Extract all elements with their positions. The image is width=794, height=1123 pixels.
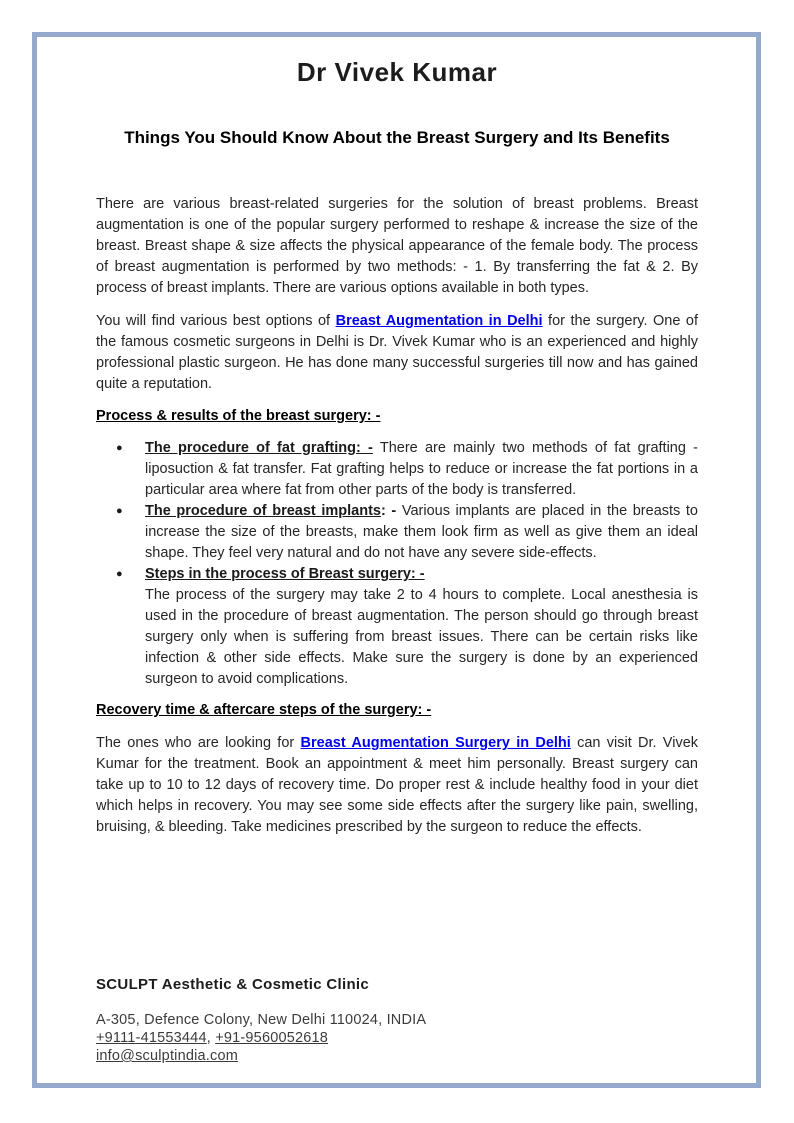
bullet-fat-grafting-title: The procedure of fat grafting: - (145, 440, 373, 456)
phone-link-2[interactable]: +91-9560052618 (215, 1030, 329, 1046)
bullet-breast-implants-text: Various implants are placed in the breasts to increase the size of the breasts, make them look firm as well as give them an ideal shape. They feel very natural and do not have any severe side-effects. (145, 503, 698, 561)
bullet-breast-implants (96, 501, 698, 564)
page-title: Dr Vivek Kumar (296, 57, 498, 87)
intro-paragraph-1-text: There are various breast-related surgeries for the solution of breast problems. Breast augmentation is one of the popular surgery performed to reshape & increase the size of the breast. Breast shape & size affects the physical appearance of the female body. The process of breast augmentation is performed by two methods: - 1. By transferring the fat & 2. By process of breast implants. There are various options available in both types. (96, 196, 698, 296)
clinic-address: A-305, Defence Colony, New Delhi 110024, INDIA (96, 1012, 427, 1028)
bullet-marker-icon: ● (116, 442, 123, 454)
bullet-surgery-steps-title: Steps in the process of Breast surgery: - (145, 566, 425, 582)
clinic-name: SCULPT Aesthetic & Cosmetic Clinic (96, 976, 370, 993)
article-subtitle: Things You Should Know About the Breast Surgery and Its Benefits (124, 128, 670, 147)
bullet-surgery-steps-body: The process of the surgery may take 2 to 4 hours to complete. Local anesthesia is used in the procedure of breast augmentation. The person should go through breast surgery only when is suffering from breast issues. There can be certain risks like infection & other side effects. Make sure the surgery is done by an experienced surgeon to avoid complications. (145, 587, 698, 687)
document-content (96, 0, 698, 1065)
bullet-breast-implants-title-suffix: : - (380, 503, 397, 519)
bullet-fat-grafting-text: There are mainly two methods of fat grafting - liposuction & fat transfer. Fat grafting helps to reduce or increase the fat portions in a particular area where fat from other parts of the body is transferred. (145, 440, 698, 498)
bullet-breast-implants-title: The procedure of breast implants (145, 503, 381, 519)
link-breast-augmentation-surgery-in-delhi[interactable]: Breast Augmentation Surgery in Delhi (300, 735, 571, 751)
recovery-paragraph-before-link: The ones who are looking for (96, 735, 301, 751)
clinic-footer (96, 974, 698, 1065)
link-breast-augmentation-in-delhi[interactable]: Breast Augmentation in Delhi (335, 313, 543, 329)
process-section-heading: Process & results of the breast surgery: - (96, 408, 381, 424)
recovery-paragraph-after-link: can visit Dr. Vivek Kumar for the treatment. Book an appointment & meet him personally. Breast surgery can take up to 10 to 12 days of recovery time. Do proper rest & include healthy food in your diet which helps in recovery. You may see some side effects after the surgery like pain, swelling, bruising, & bleeding. Take medicines prescribed by the surgeon to reduce the effects. (96, 735, 699, 835)
recovery-section-heading: Recovery time & aftercare steps of the surgery: - (96, 702, 432, 718)
bullet-surgery-steps (96, 564, 698, 690)
phone-separator: , (206, 1030, 216, 1046)
intro-paragraph-2 (96, 311, 698, 395)
intro-paragraph-2-before-link: You will find various best options of (96, 313, 336, 329)
intro-paragraph-2-after-link: for the surgery. One of the famous cosmetic surgeons in Delhi is Dr. Vivek Kumar who is an experienced and highly professional plastic surgeon. He has done many successful surgeries till now and has gained quite a reputation. (96, 313, 699, 392)
process-bullet-list (96, 438, 698, 690)
email-link[interactable]: info@sculptindia.com (96, 1048, 239, 1064)
bullet-marker-icon: ● (116, 568, 123, 580)
phone-link-1[interactable]: +9111-41553444 (96, 1030, 207, 1046)
bullet-marker-icon: ● (116, 505, 123, 517)
clinic-email-row (96, 1047, 698, 1065)
recovery-paragraph (96, 733, 698, 838)
intro-paragraph-1 (96, 194, 698, 299)
clinic-phones (96, 1029, 698, 1047)
bullet-fat-grafting (96, 438, 698, 501)
